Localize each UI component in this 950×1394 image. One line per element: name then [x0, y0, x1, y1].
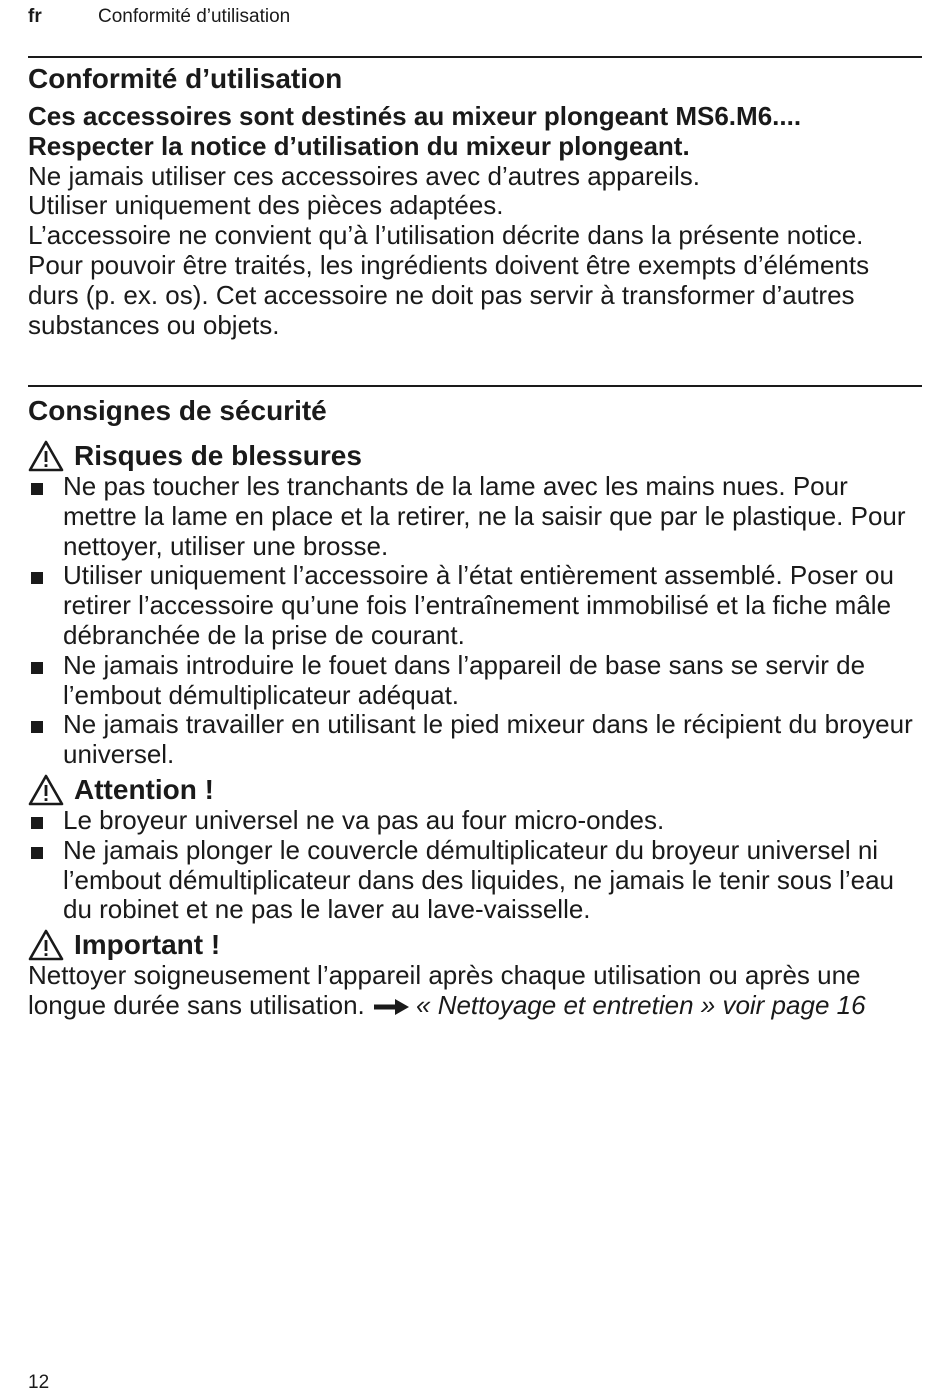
language-tag: fr [28, 6, 42, 27]
section-divider [28, 385, 922, 387]
warning-triangle-icon [28, 929, 64, 961]
bullet-square-icon [31, 847, 43, 859]
bullet-square-icon [31, 721, 43, 733]
list-item [28, 806, 922, 836]
section-title: Consignes de sécurité [28, 395, 327, 426]
warning-triangle-icon [28, 440, 64, 472]
bullet-list-blessures [28, 472, 922, 770]
bullet-square-icon [31, 572, 43, 584]
section-securite [28, 396, 922, 1021]
intro-bold-line: Respecter la notice d’utilisation du mixeur plongeant. [28, 130, 690, 161]
important-paragraph [28, 961, 922, 1021]
bullet-list-attention [28, 806, 922, 925]
list-item-text: Ne jamais travailler en utilisant le pied mixeur dans le récipient du broyeur universel. [63, 709, 913, 770]
warning-heading-text: Important ! [74, 929, 221, 961]
warning-triangle-icon [28, 774, 64, 806]
warning-heading-text: Risques de blessures [74, 440, 362, 471]
section-conformite [28, 64, 922, 340]
paragraph: L’accessoire ne convient qu’à l’utilisation décrite dans la présente notice. [28, 220, 864, 251]
page-header [28, 6, 922, 30]
cross-reference-link[interactable]: « Nettoyage et entretien » voir page 16 [416, 989, 866, 1020]
warning-heading-blessures [28, 440, 922, 472]
intro-bold-line: Ces accessoires sont destinés au mixeur plongeant MS6.M6.... [28, 101, 802, 131]
list-item [28, 472, 922, 561]
list-item-text: Ne jamais introduire le fouet dans l’appareil de base sans se servir de l’embout démultiplicateur adéquat. [63, 649, 866, 710]
important-text: Nettoyer soigneusement l’appareil après chaque utilisation ou après une longue durée sans utilisation. [28, 960, 861, 1020]
list-item-text: Ne pas toucher les tranchants de la lame avec les mains nues. Pour mettre la lame en place et la retirer, ne la saisir que par le plastique. Pour nettoyer, utiliser une brosse. [63, 471, 906, 561]
page-number: 12 [28, 1372, 50, 1393]
section-divider [28, 56, 922, 58]
list-item-text: Ne jamais plonger le couvercle démultiplicateur du broyeur universel ni l’embout démultiplicateur dans des liquides, ne jamais le tenir sous l’eau du robinet et ne pas le laver au lave-vaisselle. [63, 834, 895, 925]
paragraph: Utiliser uniquement des pièces adaptées. [28, 190, 504, 221]
warning-heading-text: Attention ! [74, 773, 214, 805]
section-title: Conformité d’utilisation [28, 63, 343, 94]
list-item [28, 561, 922, 650]
warning-heading-attention [28, 774, 922, 806]
list-item [28, 710, 922, 770]
list-item [28, 651, 922, 711]
warning-heading-important [28, 929, 922, 961]
bullet-square-icon [31, 483, 43, 495]
bullet-square-icon [31, 817, 43, 829]
paragraph: Ne jamais utiliser ces accessoires avec d’autres appareils. [28, 160, 700, 191]
list-item-text: Utiliser uniquement l’accessoire à l’état entièrement assemblé. Poser ou retirer l’accessoire qu’une fois l’entraînement immobilisé et la fiche mâle débranchée de la prise de courant. [63, 560, 894, 650]
list-item-text: Le broyeur universel ne va pas au four micro-ondes. [63, 804, 665, 835]
running-section-title: Conformité d’utilisation [98, 6, 291, 27]
list-item [28, 836, 922, 925]
arrow-right-icon [374, 998, 410, 1016]
paragraph: Pour pouvoir être traités, les ingrédients doivent être exempts d’éléments durs (p. ex. os). Cet accessoire ne doit pas servir à transformer d’autres substances ou objets. [28, 249, 870, 340]
bullet-square-icon [31, 662, 43, 674]
